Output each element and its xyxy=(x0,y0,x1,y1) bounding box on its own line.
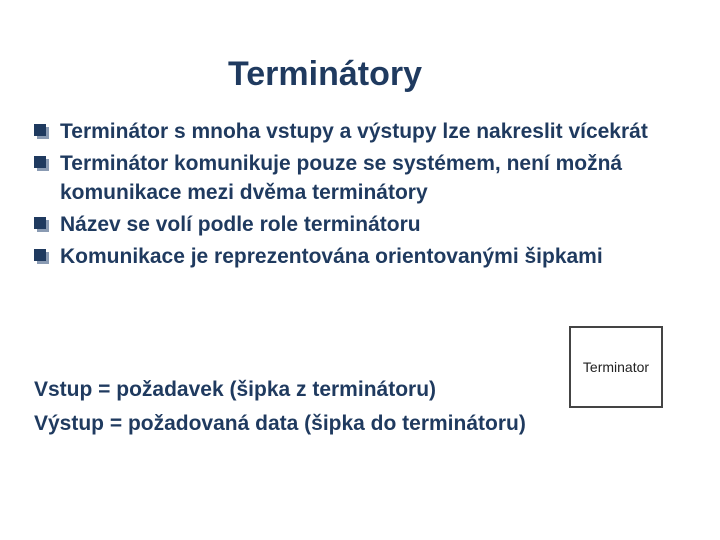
bullet-text: Komunikace je reprezentována orientovanými šipkami xyxy=(60,245,603,268)
square-bullet-icon xyxy=(34,124,46,136)
slide-title: Terminátory xyxy=(228,55,422,93)
bullet-text: Terminátor komunikuje pouze se systémem, není možná komunikace mezi dvěma terminátory xyxy=(60,152,623,204)
bullet-item xyxy=(34,210,714,239)
bullet-item xyxy=(34,242,714,271)
io-definitions xyxy=(34,373,694,441)
input-definition: Vstup = požadavek (šipka z terminátoru) xyxy=(34,378,437,401)
square-bullet-icon xyxy=(34,249,46,261)
bullet-list xyxy=(34,117,714,274)
terminator-label: Terminator xyxy=(582,359,650,375)
output-definition: Výstup = požadovaná data (šipka do terminátoru) xyxy=(34,412,526,435)
square-bullet-icon xyxy=(34,217,46,229)
bullet-text: Terminátor s mnoha vstupy a výstupy lze nakreslit vícekrát xyxy=(60,120,648,143)
bullet-text: Název se volí podle role terminátoru xyxy=(60,213,421,236)
bullet-item xyxy=(34,117,714,146)
bullet-item xyxy=(34,149,714,207)
square-bullet-icon xyxy=(34,156,46,168)
